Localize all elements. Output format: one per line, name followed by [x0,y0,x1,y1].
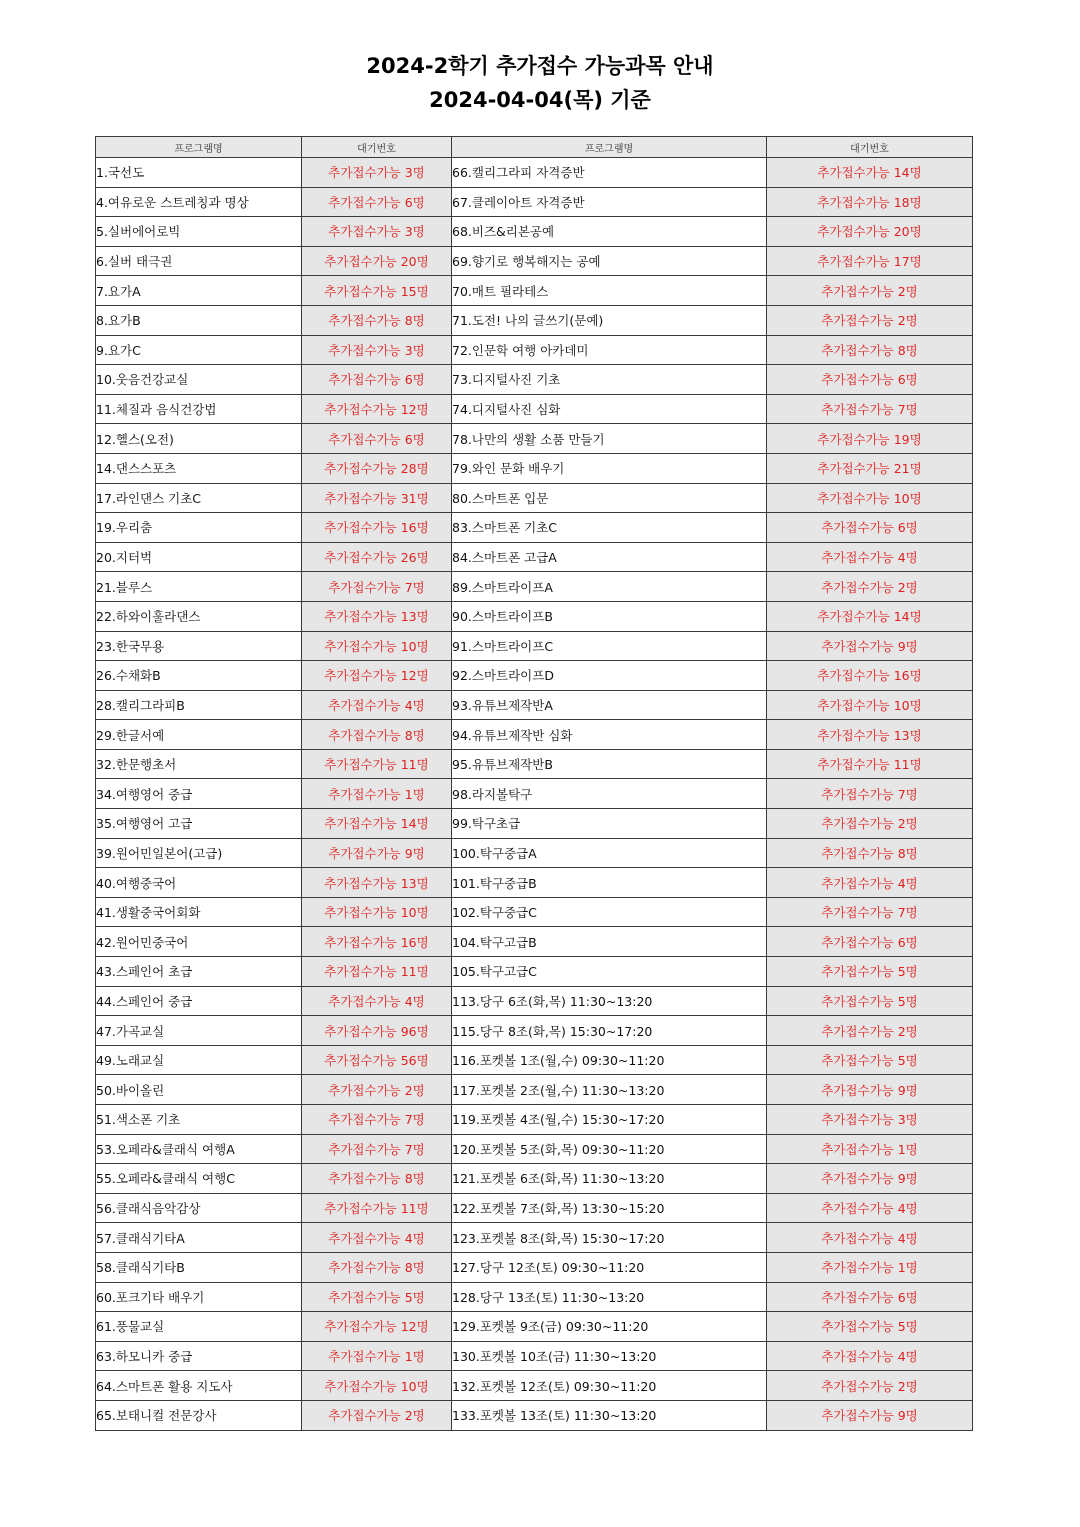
program-name-right: 72.인문학 여행 아카데미 [452,335,767,365]
program-name-left: 43.스페인어 초급 [96,957,302,987]
waiting-status-left: 추가접수가능 12명 [302,394,452,424]
program-name-left: 44.스페인어 중급 [96,986,302,1016]
table-row [96,187,973,217]
program-name-left: 23.한국무용 [96,631,302,661]
waiting-status-left: 추가접수가능 12명 [302,661,452,691]
waiting-status-left: 추가접수가능 56명 [302,1045,452,1075]
program-name-left: 6.실버 태극권 [96,246,302,276]
program-name-left: 11.체질과 음식건강법 [96,394,302,424]
waiting-status-right: 추가접수가능 8명 [767,838,973,868]
table-row [96,1016,973,1046]
program-name-right: 95.유튜브제작반B [452,749,767,779]
program-name-right: 80.스마트폰 입문 [452,483,767,513]
table-header-row [96,137,973,158]
table-row [96,1312,973,1342]
waiting-status-left: 추가접수가능 1명 [302,1341,452,1371]
table-row [96,1252,973,1282]
program-name-left: 63.하모니카 중급 [96,1341,302,1371]
waiting-status-right: 추가접수가능 7명 [767,394,973,424]
program-name-right: 133.포켓볼 13조(토) 11:30~13:20 [452,1400,767,1430]
program-name-left: 32.한문행초서 [96,749,302,779]
waiting-status-left: 추가접수가능 3명 [302,217,452,247]
waiting-status-left: 추가접수가능 16명 [302,927,452,957]
waiting-status-left: 추가접수가능 8명 [302,305,452,335]
table-row [96,690,973,720]
program-name-right: 115.당구 8조(화,목) 15:30~17:20 [452,1016,767,1046]
program-name-right: 129.포켓볼 9조(금) 09:30~11:20 [452,1312,767,1342]
header-program-name-left: 프로그램명 [96,137,302,158]
program-name-left: 39.원어민일본어(고급) [96,838,302,868]
waiting-status-left: 추가접수가능 7명 [302,1105,452,1135]
program-name-left: 41.생활중국어회화 [96,897,302,927]
program-name-left: 1.국선도 [96,158,302,188]
waiting-status-right: 추가접수가능 20명 [767,217,973,247]
waiting-status-left: 추가접수가능 6명 [302,365,452,395]
table-row [96,897,973,927]
program-name-left: 51.색소폰 기초 [96,1105,302,1135]
program-name-right: 130.포켓볼 10조(금) 11:30~13:20 [452,1341,767,1371]
program-name-left: 42.원어민중국어 [96,927,302,957]
program-name-right: 128.당구 13조(토) 11:30~13:20 [452,1282,767,1312]
program-name-right: 122.포켓볼 7조(화,목) 13:30~15:20 [452,1193,767,1223]
waiting-status-right: 추가접수가능 6명 [767,927,973,957]
waiting-status-right: 추가접수가능 2명 [767,572,973,602]
waiting-status-right: 추가접수가능 8명 [767,335,973,365]
table-row [96,1341,973,1371]
program-name-right: 117.포켓볼 2조(월,수) 11:30~13:20 [452,1075,767,1105]
table-row [96,927,973,957]
program-name-left: 55.오페라&클래식 여행C [96,1164,302,1194]
table-row [96,158,973,188]
waiting-status-right: 추가접수가능 4명 [767,1223,973,1253]
table-row [96,335,973,365]
program-name-left: 53.오페라&클래식 여행A [96,1134,302,1164]
waiting-status-left: 추가접수가능 14명 [302,809,452,839]
waiting-status-left: 추가접수가능 1명 [302,779,452,809]
program-name-right: 70.매트 필라테스 [452,276,767,306]
program-name-left: 8.요가B [96,305,302,335]
waiting-status-right: 추가접수가능 7명 [767,897,973,927]
program-name-left: 20.지터벅 [96,542,302,572]
table-row [96,305,973,335]
waiting-status-left: 추가접수가능 28명 [302,453,452,483]
table-row [96,1371,973,1401]
waiting-status-right: 추가접수가능 10명 [767,483,973,513]
table-row [96,1223,973,1253]
waiting-status-left: 추가접수가능 2명 [302,1075,452,1105]
program-name-left: 47.가곡교실 [96,1016,302,1046]
waiting-status-left: 추가접수가능 2명 [302,1400,452,1430]
waiting-status-right: 추가접수가능 5명 [767,957,973,987]
table-row [96,601,973,631]
waiting-status-right: 추가접수가능 9명 [767,631,973,661]
waiting-status-right: 추가접수가능 5명 [767,986,973,1016]
waiting-status-left: 추가접수가능 31명 [302,483,452,513]
waiting-status-right: 추가접수가능 2명 [767,1016,973,1046]
program-name-left: 40.여행중국어 [96,868,302,898]
program-name-right: 71.도전! 나의 글쓰기(문예) [452,305,767,335]
program-name-right: 99.탁구초급 [452,809,767,839]
program-name-left: 56.클래식음악감상 [96,1193,302,1223]
waiting-status-right: 추가접수가능 4명 [767,1193,973,1223]
program-name-right: 100.탁구중급A [452,838,767,868]
waiting-status-left: 추가접수가능 11명 [302,749,452,779]
program-name-right: 101.탁구중급B [452,868,767,898]
table-row [96,513,973,543]
program-name-left: 29.한글서예 [96,720,302,750]
waiting-status-right: 추가접수가능 11명 [767,749,973,779]
header-waiting-number-left: 대기번호 [302,137,452,158]
waiting-status-left: 추가접수가능 10명 [302,897,452,927]
program-name-left: 35.여행영어 고급 [96,809,302,839]
table-row [96,1282,973,1312]
program-name-left: 28.캘리그라피B [96,690,302,720]
program-name-left: 10.웃음건강교실 [96,365,302,395]
program-name-right: 66.캘리그라피 자격증반 [452,158,767,188]
table-row [96,483,973,513]
program-name-left: 60.포크기타 배우기 [96,1282,302,1312]
program-name-right: 83.스마트폰 기초C [452,513,767,543]
table-row [96,661,973,691]
waiting-status-right: 추가접수가능 18명 [767,187,973,217]
program-name-right: 90.스마트라이프B [452,601,767,631]
program-name-left: 65.보태니컬 전문강사 [96,1400,302,1430]
program-name-right: 123.포켓볼 8조(화,목) 15:30~17:20 [452,1223,767,1253]
waiting-status-right: 추가접수가능 1명 [767,1134,973,1164]
table-row [96,276,973,306]
waiting-status-right: 추가접수가능 19명 [767,424,973,454]
program-name-right: 94.유튜브제작반 심화 [452,720,767,750]
waiting-status-right: 추가접수가능 4명 [767,868,973,898]
program-name-right: 119.포켓볼 4조(월,수) 15:30~17:20 [452,1105,767,1135]
table-row [96,631,973,661]
waiting-status-left: 추가접수가능 13명 [302,601,452,631]
waiting-status-left: 추가접수가능 4명 [302,690,452,720]
waiting-status-left: 추가접수가능 4명 [302,1223,452,1253]
program-name-right: 113.당구 6조(화,목) 11:30~13:20 [452,986,767,1016]
program-name-right: 105.탁구고급C [452,957,767,987]
program-name-right: 79.와인 문화 배우기 [452,453,767,483]
program-name-left: 5.실버에어로빅 [96,217,302,247]
table-row [96,542,973,572]
program-name-left: 19.우리춤 [96,513,302,543]
program-name-left: 12.헬스(오전) [96,424,302,454]
waiting-status-right: 추가접수가능 6명 [767,1282,973,1312]
waiting-status-right: 추가접수가능 13명 [767,720,973,750]
waiting-status-right: 추가접수가능 1명 [767,1252,973,1282]
program-name-right: 91.스마트라이프C [452,631,767,661]
table-row [96,1193,973,1223]
waiting-status-right: 추가접수가능 14명 [767,601,973,631]
waiting-status-right: 추가접수가능 9명 [767,1400,973,1430]
table-row [96,838,973,868]
program-name-left: 34.여행영어 중급 [96,779,302,809]
waiting-status-right: 추가접수가능 5명 [767,1045,973,1075]
waiting-status-left: 추가접수가능 12명 [302,1312,452,1342]
program-name-left: 26.수채화B [96,661,302,691]
waiting-status-left: 추가접수가능 7명 [302,572,452,602]
program-name-right: 121.포켓볼 6조(화,목) 11:30~13:20 [452,1164,767,1194]
waiting-status-right: 추가접수가능 3명 [767,1105,973,1135]
program-name-left: 9.요가C [96,335,302,365]
waiting-status-left: 추가접수가능 7명 [302,1134,452,1164]
table-row [96,986,973,1016]
program-name-right: 69.향기로 행복해지는 공예 [452,246,767,276]
waiting-status-right: 추가접수가능 2명 [767,1371,973,1401]
waiting-status-left: 추가접수가능 15명 [302,276,452,306]
waiting-status-right: 추가접수가능 17명 [767,246,973,276]
waiting-status-left: 추가접수가능 26명 [302,542,452,572]
program-name-right: 116.포켓볼 1조(월,수) 09:30~11:20 [452,1045,767,1075]
program-name-right: 68.비즈&리본공예 [452,217,767,247]
program-name-right: 93.유튜브제작반A [452,690,767,720]
waiting-status-right: 추가접수가능 14명 [767,158,973,188]
waiting-status-left: 추가접수가능 16명 [302,513,452,543]
program-name-right: 78.나만의 생활 소품 만들기 [452,424,767,454]
page-subtitle: 2024-04-04(목) 기준 [429,88,651,112]
table-row [96,1045,973,1075]
program-name-left: 21.블루스 [96,572,302,602]
waiting-status-left: 추가접수가능 8명 [302,720,452,750]
waiting-status-left: 추가접수가능 6명 [302,424,452,454]
program-name-left: 22.하와이훌라댄스 [96,601,302,631]
waiting-status-right: 추가접수가능 16명 [767,661,973,691]
waiting-status-right: 추가접수가능 5명 [767,1312,973,1342]
program-name-right: 132.포켓볼 12조(토) 09:30~11:20 [452,1371,767,1401]
course-table [95,136,973,1431]
table-row [96,217,973,247]
waiting-status-right: 추가접수가능 2명 [767,305,973,335]
table-row [96,246,973,276]
waiting-status-left: 추가접수가능 3명 [302,335,452,365]
table-row [96,720,973,750]
table-row [96,749,973,779]
waiting-status-right: 추가접수가능 21명 [767,453,973,483]
waiting-status-left: 추가접수가능 5명 [302,1282,452,1312]
table-row [96,1105,973,1135]
waiting-status-left: 추가접수가능 6명 [302,187,452,217]
program-name-right: 92.스마트라이프D [452,661,767,691]
program-name-right: 84.스마트폰 고급A [452,542,767,572]
table-row [96,868,973,898]
program-name-right: 89.스마트라이프A [452,572,767,602]
program-name-left: 57.클래식기타A [96,1223,302,1253]
waiting-status-left: 추가접수가능 4명 [302,986,452,1016]
waiting-status-left: 추가접수가능 8명 [302,1164,452,1194]
program-name-right: 73.디지털사진 기초 [452,365,767,395]
table-row [96,779,973,809]
waiting-status-right: 추가접수가능 10명 [767,690,973,720]
table-row [96,365,973,395]
table-row [96,957,973,987]
waiting-status-left: 추가접수가능 96명 [302,1016,452,1046]
waiting-status-left: 추가접수가능 3명 [302,158,452,188]
page-title: 2024-2학기 추가접수 가능과목 안내 [366,54,714,78]
program-name-right: 98.라지볼탁구 [452,779,767,809]
table-row [96,394,973,424]
table-row [96,1134,973,1164]
waiting-status-right: 추가접수가능 6명 [767,365,973,395]
program-name-left: 61.풍물교실 [96,1312,302,1342]
table-row [96,453,973,483]
waiting-status-right: 추가접수가능 2명 [767,276,973,306]
waiting-status-left: 추가접수가능 11명 [302,957,452,987]
program-name-right: 120.포켓볼 5조(화,목) 09:30~11:20 [452,1134,767,1164]
waiting-status-left: 추가접수가능 11명 [302,1193,452,1223]
waiting-status-left: 추가접수가능 10명 [302,1371,452,1401]
program-name-right: 104.탁구고급B [452,927,767,957]
table-row [96,809,973,839]
program-name-right: 74.디지털사진 심화 [452,394,767,424]
program-name-left: 7.요가A [96,276,302,306]
program-name-right: 67.클레이아트 자격증반 [452,187,767,217]
program-name-left: 64.스마트폰 활용 지도사 [96,1371,302,1401]
program-name-right: 102.탁구중급C [452,897,767,927]
program-name-left: 17.라인댄스 기초C [96,483,302,513]
waiting-status-right: 추가접수가능 9명 [767,1164,973,1194]
waiting-status-left: 추가접수가능 9명 [302,838,452,868]
program-name-left: 14.댄스스포츠 [96,453,302,483]
waiting-status-left: 추가접수가능 20명 [302,246,452,276]
waiting-status-right: 추가접수가능 6명 [767,513,973,543]
program-name-right: 127.당구 12조(토) 09:30~11:20 [452,1252,767,1282]
program-name-left: 49.노래교실 [96,1045,302,1075]
waiting-status-right: 추가접수가능 4명 [767,1341,973,1371]
program-name-left: 4.여유로운 스트레칭과 명상 [96,187,302,217]
table-row [96,424,973,454]
waiting-status-right: 추가접수가능 4명 [767,542,973,572]
program-name-left: 58.클래식기타B [96,1252,302,1282]
table-row [96,1164,973,1194]
waiting-status-left: 추가접수가능 13명 [302,868,452,898]
waiting-status-right: 추가접수가능 7명 [767,779,973,809]
waiting-status-right: 추가접수가능 9명 [767,1075,973,1105]
table-row [96,572,973,602]
header-program-name-right: 프로그램명 [452,137,767,158]
program-name-left: 50.바이올린 [96,1075,302,1105]
table-row [96,1075,973,1105]
waiting-status-left: 추가접수가능 8명 [302,1252,452,1282]
table-row [96,1400,973,1430]
waiting-status-left: 추가접수가능 10명 [302,631,452,661]
waiting-status-right: 추가접수가능 2명 [767,809,973,839]
header-waiting-number-right: 대기번호 [767,137,973,158]
